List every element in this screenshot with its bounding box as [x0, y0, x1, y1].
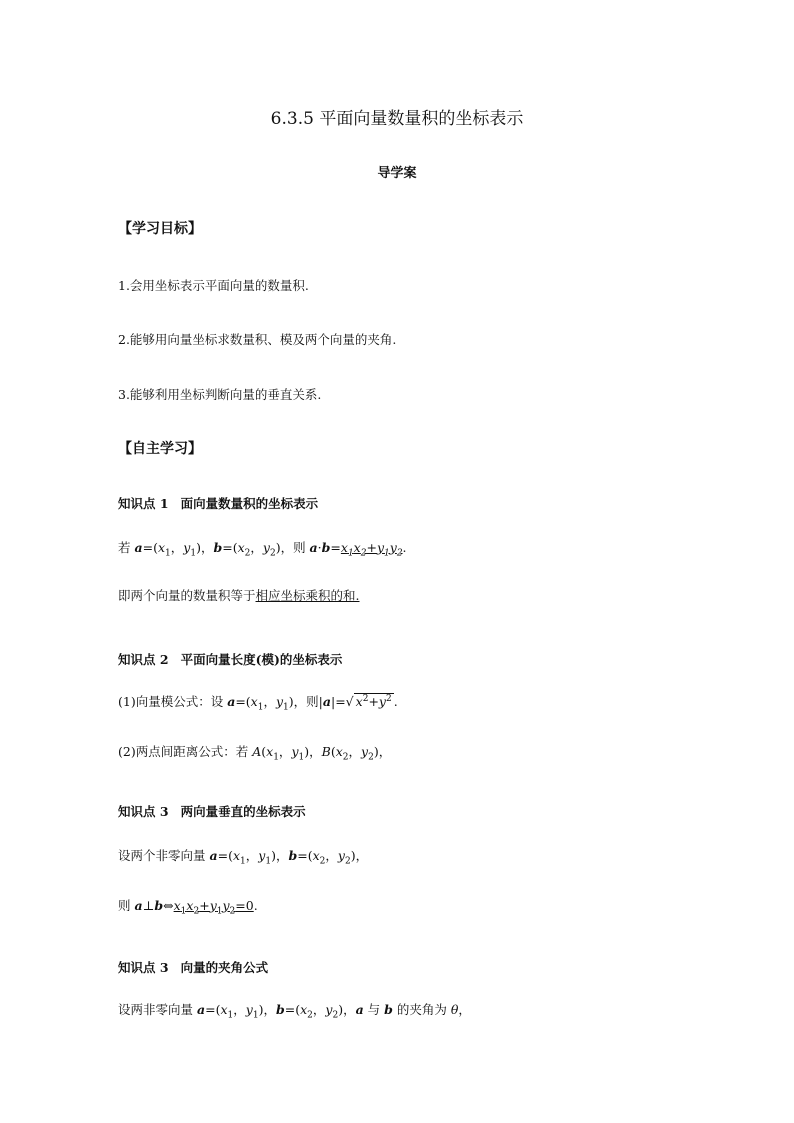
- kp1-answer: $x_1x_2+y_1y_2$: [340, 540, 403, 559]
- kp1-formula: 若 $a=(x_1$，$y_1$)，$b=(x_2$，$y_2$)，则 $a\cdot b=x_1x_2+y_1y_2$.: [118, 540, 407, 559]
- kp4-label: 知识点 3: [118, 960, 169, 975]
- goal-item-3: 3.能够利用坐标判断向量的垂直关系.: [118, 387, 322, 402]
- kp2-distance-formula: (2)两点间距离公式：若 $A(x_1$，$y_1$)，$B(x_2$，$y_2$)，: [118, 744, 392, 763]
- page-title: 6.3.5 平面向量数量积的坐标表示: [270, 109, 524, 129]
- sqrt-expression: √ $x^2+y^2$: [345, 693, 392, 709]
- page-subtitle: 导学案: [377, 166, 417, 181]
- kp4-title: 向量的夹角公式: [180, 960, 269, 975]
- kp1-explanation: 即两个向量的数量积等于相应坐标乘积的和.: [118, 588, 360, 603]
- kp1-title: 面向量数量积的坐标表示: [180, 496, 319, 511]
- kp2-label: 知识点 2: [118, 652, 169, 667]
- kp1-explanation-answer: 相应坐标乘积的和.: [255, 588, 360, 603]
- goals-heading: 【学习目标】: [118, 221, 202, 237]
- kp4-heading: [118, 958, 268, 976]
- kp3-title: 两向量垂直的坐标表示: [180, 804, 306, 819]
- kp3-label: 知识点 3: [118, 804, 169, 819]
- kp4-angle-setup: 设两非零向量 $a=(x_1$，$y_1$)，$b=(x_2$，$y_2$)，a 与 b 的夹角为 θ，: [118, 1002, 471, 1021]
- kp2-heading: [118, 650, 342, 668]
- kp1-heading: [118, 494, 318, 512]
- self-study-heading: 【自主学习】: [118, 441, 202, 457]
- goal-item-2: 2.能够用向量坐标求数量积、模及两个向量的夹角.: [118, 332, 397, 347]
- kp3-heading: [118, 802, 306, 820]
- kp3-answer: $x_1x_2+y_1y_2=0$: [173, 898, 254, 917]
- kp3-perpendicular-condition: 则 $a\perp b\Leftrightarrow x_1x_2+y_1y_2=0$.: [118, 898, 258, 917]
- kp3-vectors: 设两个非零向量 $a=(x_1$，$y_1$)，$b=(x_2$，$y_2$)，: [118, 848, 369, 867]
- kp1-label: 知识点 1: [118, 496, 169, 511]
- kp2-title: 平面向量长度(模)的坐标表示: [180, 652, 343, 667]
- kp2-modulus-formula: (1)向量模公式：设 $a=(x_1$，$y_1$)，则|a|=√ $x^2+y^2$ .: [118, 693, 398, 713]
- goal-item-1: 1.会用坐标表示平面向量的数量积.: [118, 278, 309, 293]
